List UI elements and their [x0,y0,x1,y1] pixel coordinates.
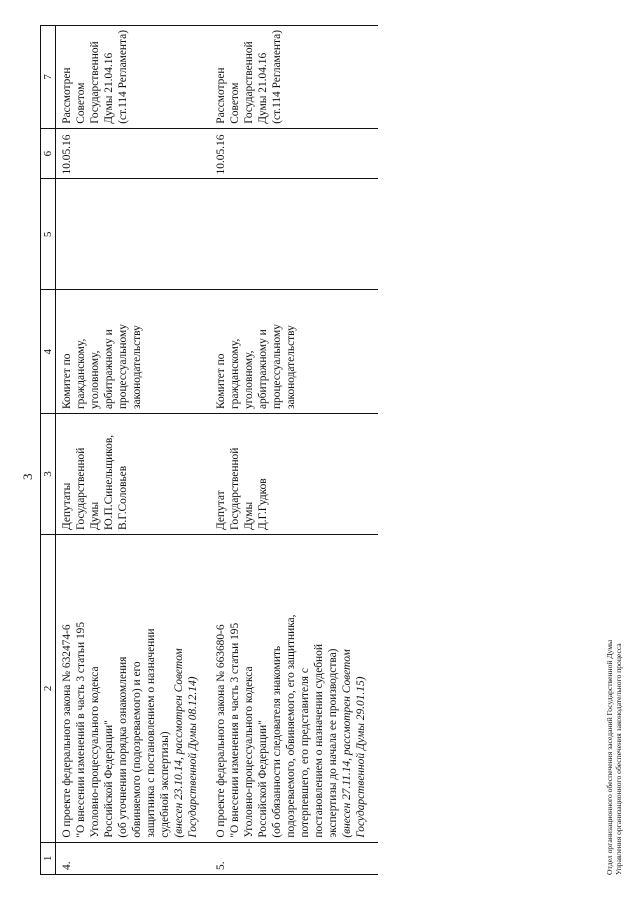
table-header-row [41,26,56,875]
bill-note-line: (внесен 23.10.14, рассмотрен Советом [173,648,185,838]
committee-line: процессуальному [117,324,129,410]
decision-line: Советом [229,82,241,124]
sponsor-line: Думы [89,501,101,531]
bill-line: судебной экспертизы) [159,731,171,838]
table-row [210,26,378,875]
sponsor-line: Ю.П.Синельщиков, [103,434,115,531]
sponsors [56,414,211,535]
committee-line: Комитет по [215,353,227,410]
decision-line: Государственной [243,41,255,124]
bill-line: (об уточнении порядка ознакомления [117,656,129,838]
date-cell: 10.05.16 [56,128,211,179]
sponsor-line: Думы [243,501,255,531]
bill-line: О проекте федерального закона № 663680-6 [215,624,227,838]
bill-line: Российской Федерации" [257,720,269,838]
sponsor-line: В.Г.Соловьев [117,465,129,531]
sponsors [210,414,378,535]
decision-line: Советом [75,82,87,124]
decision-line: (ст.114 Регламента) [271,30,283,124]
bill-description [56,535,211,843]
date-cell: 10.05.16 [210,128,378,179]
bill-line: "О внесении изменений в часть 3 статьи 195 [75,621,87,838]
sponsor-line: Государственной [229,447,241,531]
decision-line: (ст.114 Регламента) [117,30,129,124]
bill-line: (об обязанности следователя знакомить [271,645,283,838]
bill-line: постановлением о назначении судебной [313,644,325,838]
column-header-1: 1 [41,842,56,874]
table-row [56,26,211,875]
column-header-7: 7 [41,26,56,129]
sponsor-line: Д.Г.Гудков [257,478,269,531]
decision-line: Думы 21.04.16 [257,52,269,124]
column-header-3: 3 [41,414,56,535]
bill-note-line: (внесен 27.11.14, рассмотрен Советом [341,649,353,838]
bill-line: экспертизы до начала ее производства) [327,648,339,838]
bill-line: защитника с постановлением о назначении [145,628,157,838]
column-header-4: 4 [41,290,56,414]
bill-line: О проекте федерального закона № 632474-6 [61,624,73,838]
page-number: 3 [20,473,35,480]
sponsor-line: Государственной [75,447,87,531]
responsible-committee [56,290,211,414]
committee-line: арбитражному и [103,329,115,410]
committee-line: уголовному, [243,350,255,410]
footer-line-1: Отдел организационного обеспечения заседаний Государственной Думы [605,639,614,875]
responsible-committee [210,290,378,414]
committee-line: процессуальному [271,324,283,410]
decision-line: Рассмотрен [215,67,227,124]
bill-line: Уголовно-процессуального кодекса [243,666,255,838]
column-5-cell [56,179,211,290]
bill-line: потерпевшего, его представителя с [299,668,311,838]
decision-line: Рассмотрен [61,67,73,124]
committee-line: арбитражному и [257,329,269,410]
column-5-cell [210,179,378,290]
decision-line: Государственной [89,41,101,124]
committee-line: Комитет по [61,353,73,410]
committee-line: гражданскому, [229,338,241,410]
bill-line: подозреваемого, обвиняемого, его защитника, [285,614,297,838]
decision [56,26,211,129]
bill-line: Российской Федерации" [103,720,115,838]
committee-line: уголовному, [89,350,101,410]
bill-line: "О внесении изменения в часть 3 статьи 195 [229,622,241,838]
agenda-table [40,25,378,875]
decision [210,26,378,129]
committee-line: законодательству [131,325,143,410]
row-number: 4. [56,842,211,874]
footer [605,640,623,875]
column-header-6: 6 [41,128,56,179]
bill-note-line: Государственной Думы 29.01.15) [355,676,367,838]
decision-line: Думы 21.04.16 [103,52,115,124]
bill-description [210,535,378,843]
column-header-5: 5 [41,179,56,290]
committee-line: законодательству [285,325,297,410]
bill-note-line: Государственной Думы 08.12.14) [187,676,199,838]
bill-line: обвиняемого (подозреваемого) и его [131,661,143,838]
bill-line: Уголовно-процессуального кодекса [89,666,101,838]
footer-line-2: Управления организационного обеспечения законодательного процесса [614,643,623,875]
column-header-2: 2 [41,535,56,843]
row-number: 5. [210,842,378,874]
sponsor-line: Депутаты [61,482,73,531]
sponsor-line: Депутат [215,490,227,531]
committee-line: гражданскому, [75,338,87,410]
